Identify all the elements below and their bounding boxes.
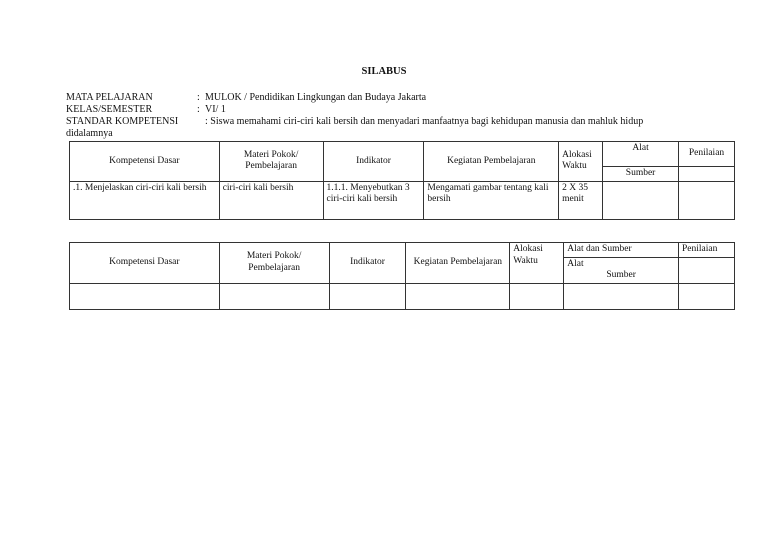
header-materi-pokok: Materi Pokok/ Pembelajaran bbox=[219, 243, 329, 284]
cell-kegiatan: Mengamati gambar tentang kali bersih bbox=[424, 181, 559, 219]
cell-penilaian bbox=[679, 181, 735, 219]
cell-kompetensi-dasar: .1. Menjelaskan ciri-ciri kali bersih bbox=[70, 181, 220, 219]
meta-standar-kompetensi bbox=[66, 116, 643, 128]
silabus-table-2 bbox=[69, 242, 735, 310]
header-kompetensi-dasar: Kompetensi Dasar bbox=[70, 142, 220, 182]
empty-cell bbox=[679, 283, 735, 309]
header-kegiatan: Kegiatan Pembelajaran bbox=[424, 142, 559, 182]
header-penilaian: Penilaian bbox=[679, 243, 735, 258]
mata-pelajaran-label: MATA PELAJARAN bbox=[66, 92, 153, 103]
empty-cell bbox=[70, 283, 220, 309]
empty-cell bbox=[564, 283, 679, 309]
header-penilaian: Penilaian bbox=[679, 142, 735, 167]
colon: : bbox=[197, 92, 200, 103]
cell-materi-pokok: ciri-ciri kali bersih bbox=[219, 181, 323, 219]
header-kompetensi-dasar: Kompetensi Dasar bbox=[70, 243, 220, 284]
cell-alat bbox=[603, 181, 679, 219]
header-alat-sumber-sub bbox=[564, 257, 679, 283]
header-penilaian-sub bbox=[679, 257, 735, 283]
empty-cell bbox=[406, 283, 510, 309]
header-sumber: Sumber bbox=[603, 167, 679, 182]
empty-cell bbox=[329, 283, 406, 309]
header-kegiatan: Kegiatan Pembelajaran bbox=[406, 243, 510, 284]
header-alokasi-waktu: Alokasi Waktu bbox=[559, 142, 603, 182]
colon: : bbox=[197, 104, 200, 115]
empty-cell bbox=[510, 283, 564, 309]
header-materi-pokok: Materi Pokok/ Pembelajaran bbox=[219, 142, 323, 182]
header-alat: Alat bbox=[603, 142, 679, 167]
meta-kelas bbox=[66, 104, 226, 116]
kelas-value: VI/ 1 bbox=[205, 104, 226, 115]
header-alat-dan-sumber: Alat dan Sumber bbox=[564, 243, 679, 258]
silabus-table-1 bbox=[69, 141, 735, 220]
header-indikator: Indikator bbox=[329, 243, 406, 284]
sk-label: STANDAR KOMPETENSI bbox=[66, 116, 179, 127]
document-title: SILABUS bbox=[361, 66, 407, 77]
header-alat: Alat bbox=[567, 258, 584, 269]
header-sumber: Sumber bbox=[606, 270, 636, 280]
header-alokasi-waktu: Alokasi Waktu bbox=[510, 243, 564, 284]
cell-indikator: 1.1.1. Menyebutkan 3 ciri-ciri kali bersih bbox=[323, 181, 424, 219]
header-indikator: Indikator bbox=[323, 142, 424, 182]
empty-cell bbox=[219, 283, 329, 309]
sk-value: : Siswa memahami ciri-ciri kali bersih dan menyadari manfaatnya bagi kehidupan manusia dan mahluk hidup bbox=[205, 116, 644, 127]
cell-alokasi-waktu: 2 X 35 menit bbox=[559, 181, 603, 219]
meta-mata-pelajaran bbox=[66, 92, 426, 104]
kelas-label: KELAS/SEMESTER bbox=[66, 104, 153, 115]
mata-pelajaran-value: MULOK / Pendidikan Lingkungan dan Budaya Jakarta bbox=[205, 92, 427, 103]
meta-sk-continuation: didalamnya bbox=[66, 128, 113, 139]
header-penilaian-sub bbox=[679, 167, 735, 182]
